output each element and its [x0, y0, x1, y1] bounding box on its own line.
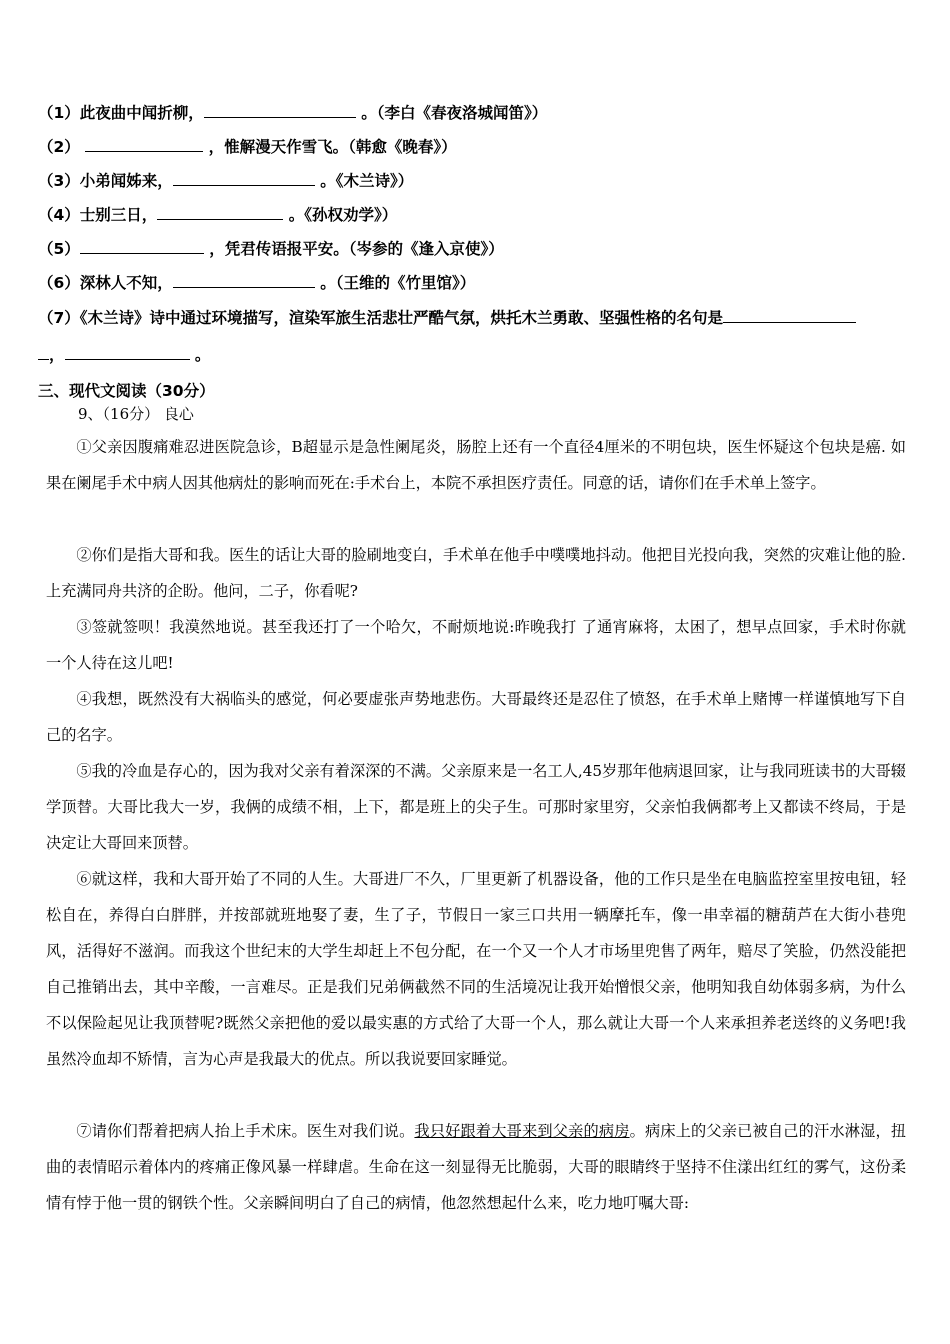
- paragraph-7: [46, 1113, 906, 1221]
- question-text: ，: [49, 346, 65, 364]
- paragraph-6: ⑥就这样，我和大哥开始了不同的人生。大哥进厂不久，厂里更新了机器设备，他的工作只是坐在电脑监控室里按电钮，轻松自在，养得白白胖胖，并按部就班地娶了妻，生了子，节假日一家三口共用一辆摩托车，像一串幸福的糖葫芦在大街小巷兜风，活得好不滋润。而我这个世纪末的大学生却赶上不包分配，在一个又一个人才市场里兜售了两年，赔尽了笑脸，仍然没能把自己推销出去，其中辛酸，一言难尽。正是我们兄弟俩截然不同的生活境况让我开始憎恨父亲，他明知我自幼体弱多病，为什么不以保险起见让我顶替呢?既然父亲把他的爱以最实惠的方式给了大哥一个人，那么就让大哥一个人来承担养老送终的义务吧!我虽然冷血却不矫情，言为心声是我最大的优点。所以我说要回家睡觉。: [46, 870, 906, 1068]
- underlined-sentence: 我只好跟着大哥来到父亲的病房: [414, 1122, 630, 1140]
- answer-blank[interactable]: [85, 136, 203, 152]
- question-7-continued: [38, 344, 210, 365]
- question-number: （3）: [38, 172, 80, 190]
- question-source: 。《孙权劝学》）: [283, 206, 398, 224]
- section-title: 三、现代文阅读（30分）: [38, 382, 215, 400]
- question-text: 士别三日，: [79, 206, 158, 224]
- answer-blank[interactable]: [173, 170, 315, 186]
- answer-blank[interactable]: [38, 344, 49, 360]
- question-1: [38, 102, 547, 123]
- answer-blank[interactable]: [204, 102, 356, 118]
- question-text: 此夜曲中闻折柳，: [79, 104, 204, 122]
- question-5: [38, 238, 504, 259]
- answer-blank[interactable]: [80, 238, 204, 254]
- question-source: ，惟解漫天作雪飞。（韩愈《晚春》）: [203, 138, 457, 156]
- question-subtitle: 9、（16分） 良心: [78, 405, 194, 423]
- question-text: （7）《木兰诗》诗中通过环境描写，渲染军旅生活悲壮严酷气氛，烘托木兰勇敢、坚强性格的名句是: [38, 309, 724, 327]
- paragraph-2: ②你们是指大哥和我。医生的话让大哥的脸刷地变白，手术单在他手中噗噗地抖动。他把目光投向我，突然的灾难让他的脸.上充满同舟共济的企盼。他问，二子，你看呢?: [46, 546, 906, 600]
- question-text: 小弟闻姊来，: [79, 172, 173, 190]
- question-number: （6）: [38, 274, 80, 292]
- answer-blank[interactable]: [173, 272, 315, 288]
- question-4: [38, 204, 397, 225]
- question-3: [38, 170, 413, 191]
- paragraph-text: 。病床上的父亲已被自己的汗水淋湿，扭曲的表情昭示着体内的疼痛正像风暴一样肆虐。生命在这一刻显得无比脆弱，大哥的眼睛终于坚持不住漾出红红的雾气，这份柔情有悖于他一贯的钢铁个性。父亲瞬间明白了自己的病情，他忽然想起什么来，吃力地叮嘱大哥:: [46, 1122, 907, 1212]
- question-number: （2）: [38, 138, 80, 156]
- question-source: ，凭君传语报平安。（岑参的《逢入京使》）: [203, 240, 504, 258]
- question-2: [38, 136, 457, 157]
- question-number: （5）: [38, 240, 80, 258]
- answer-blank[interactable]: [723, 307, 856, 323]
- question-text: 。: [189, 346, 211, 364]
- question-source: 。（王维的《竹里馆》）: [314, 274, 476, 292]
- question-source: 。《木兰诗》）: [314, 172, 414, 190]
- question-number: （4）: [38, 206, 80, 224]
- paragraph-4: ④我想，既然没有大祸临头的感觉，何必要虚张声势地悲伤。大哥最终还是忍住了愤怒，在手术单上赌博一样谨慎地写下自己的名字。: [46, 690, 906, 744]
- paragraph-1: ①父亲因腹痛难忍进医院急诊，B超显示是急性阑尾炎，肠腔上还有一个直径4厘米的不明包块，医生怀疑这个包块是癌. 如果在阑尾手术中病人因其他病灶的影响而死在:手术台上，本院不承担医疗责任。同意的话，请你们在手术单上签字。: [46, 438, 906, 492]
- question-6: [38, 272, 475, 293]
- answer-blank[interactable]: [65, 344, 190, 360]
- paragraph-text: ⑦请你们帮着把病人抬上手术床。医生对我们说。: [76, 1122, 415, 1140]
- paragraph-5: ⑤我的冷血是存心的，因为我对父亲有着深深的不满。父亲原来是一名工人,45岁那年他病退回家，让与我同班读书的大哥辍学顶替。大哥比我大一岁，我俩的成绩不相，上下，都是班上的尖子生。可那时家里穷，父亲怕我俩都考上又都读不终局，于是决定让大哥回来顶替。: [46, 762, 906, 852]
- question-source: 。（李白《春夜洛城闻笛》）: [355, 104, 548, 122]
- paragraph-3: ③签就签呗！我漠然地说。甚至我还打了一个哈欠，不耐烦地说:昨晚我打 了通宵麻将，太困了，想早点回家，手术时你就一个人待在这儿吧!: [46, 618, 906, 672]
- question-text: 深林人不知，: [79, 274, 173, 292]
- question-7: [38, 307, 856, 328]
- answer-blank[interactable]: [157, 204, 283, 220]
- question-number: （1）: [38, 104, 80, 122]
